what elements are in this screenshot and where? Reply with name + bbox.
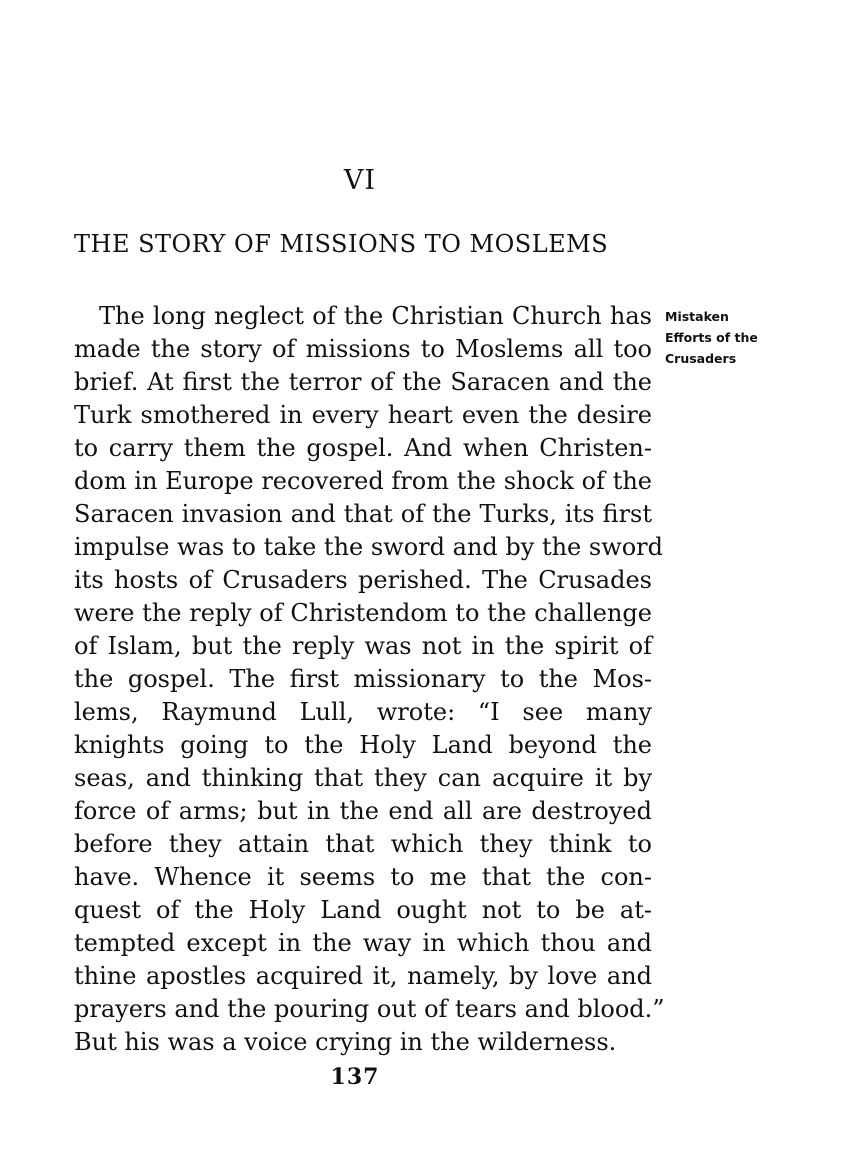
text-line: But his was a voice crying in the wilderness. (74, 1028, 617, 1056)
text-line: were the reply of Christendom to the challenge (74, 599, 652, 627)
text-line: impulse was to take the sword and by the sword (74, 533, 664, 561)
text-line: force of arms; but in the end all are destroyed (74, 797, 652, 825)
text-line: The long neglect of the Christian Church has (99, 302, 652, 330)
body-paragraph (74, 300, 665, 1059)
text-line: made the story of missions to Moslems all too (74, 335, 652, 363)
text-line: before they attain that which they think to (74, 830, 652, 858)
text-line: seas, and thinking that they can acquire it by (74, 764, 652, 792)
text-line: quest of the Holy Land ought not to be at- (74, 896, 652, 924)
text-line: dom in Europe recovered from the shock of the (74, 467, 652, 495)
margin-note-line: Efforts of the (665, 330, 758, 345)
chapter-title: THE STORY OF MISSIONS TO MOSLEMS (74, 230, 609, 258)
text-line: its hosts of Crusaders perished. The Crusades (74, 566, 652, 594)
margin-note (665, 306, 795, 369)
text-line: thine apostles acquired it, namely, by love and (74, 962, 652, 990)
text-line: of Islam, but the reply was not in the spirit of (74, 632, 652, 660)
text-line: Turk smothered in every heart even the desire (74, 401, 652, 429)
page-number: 137 (330, 1064, 380, 1090)
text-line: knights going to the Holy Land beyond the (74, 731, 652, 759)
text-line: to carry them the gospel. And when Christen- (74, 434, 652, 462)
text-line: prayers and the pouring out of tears and blood.” (74, 995, 665, 1023)
text-line: tempted except in the way in which thou and (74, 929, 652, 957)
text-line: the gospel. The first missionary to the Mos- (74, 665, 652, 693)
text-line: lems, Raymund Lull, wrote: “I see many (74, 698, 652, 726)
text-line: Saracen invasion and that of the Turks, its first (74, 500, 652, 528)
margin-note-line: Mistaken (665, 309, 729, 324)
text-line: brief. At first the terror of the Saracen and the (74, 368, 652, 396)
chapter-number: VI (343, 165, 377, 196)
margin-note-line: Crusaders (665, 351, 737, 366)
text-line: have. Whence it seems to me that the con- (74, 863, 652, 891)
